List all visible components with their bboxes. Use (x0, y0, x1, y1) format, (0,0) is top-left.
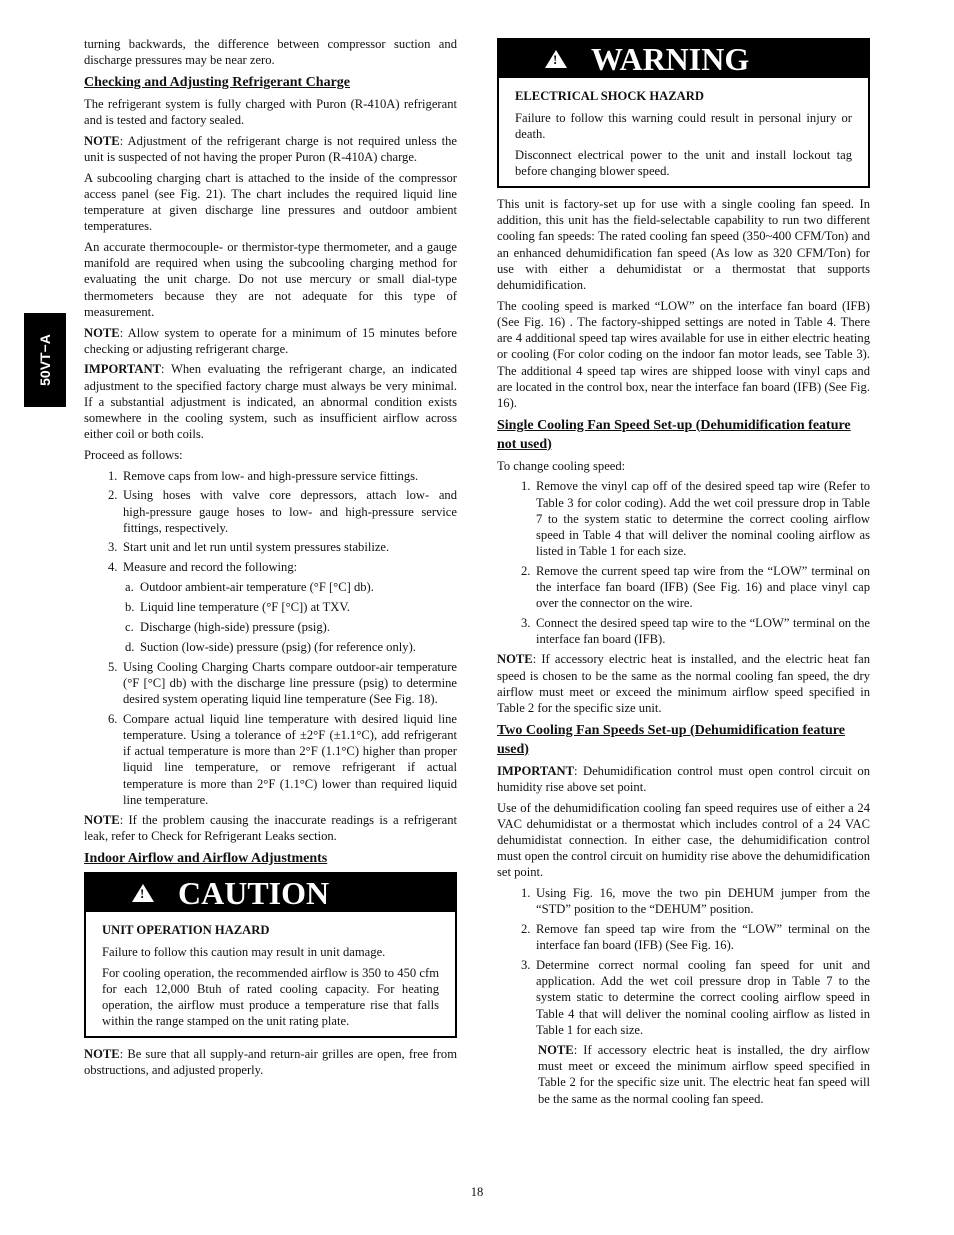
paragraph-chart: A subcooling charging chart is attached to the inside of the compressor access panel (see Fig. 21). The chart includes the required liquid line temperature at given discharge line pressures and outdoor ambient temperatures. (84, 170, 457, 234)
list-item: 4. Measure and record the following: (108, 560, 298, 575)
two-speed-steps (497, 885, 870, 1038)
list-item: b. Liquid line temperature (°F [°C]) at TXV. (125, 600, 351, 615)
note-electric-heat: NOTE: If accessory electric heat is installed, and the electric heat fan speed is chosen to be the same as the normal cooling fan speed, the dry airflow must meet or exceed the minimum airflow speed specified in Table 2 for the specific size unit. (497, 652, 870, 715)
warning-triangle-icon: ! (132, 884, 154, 902)
list-item: 3. Determine correct normal cooling fan speed for unit and application. Add the wet coil pressure drop in Table 7 to the system static to determine the correct cooling airflow speed in Table 4 that will deliver the nominal cooling airflow as listed in Table 1 for each size. (521, 957, 870, 1037)
warning-banner (499, 40, 868, 78)
list-item: 1. Remove caps from low‑ and high‑pressure service fittings. (108, 468, 419, 483)
side-tab-label: 50VT−A (36, 334, 53, 386)
list-item: d. Suction (low‑side) pressure (psig) (for reference only). (125, 639, 416, 654)
paragraph-proceed: Proceed as follows: (84, 447, 183, 462)
warning-title: WARNING (591, 41, 750, 77)
paragraph-thermometer: An accurate thermocouple‑ or thermistor‑type thermometer, and a gauge manifold are required when using the subcooling charging method for evaluating the unit charge. Do not use mercury or small dial‑type thermometers because they are not adequate for this type of measurement. (84, 240, 457, 319)
page-number: 18 (470, 1185, 484, 1199)
note-charge: NOTE: Adjustment of the refrigerant charge is not required unless the unit is suspected of not having the proper Puron (R‑410A) charge. (84, 133, 457, 165)
right-column (497, 36, 870, 1111)
paragraph-charged: The refrigerant system is fully charged with Puron (R‑410A) refrigerant and is tested and factory sealed. (84, 96, 457, 128)
note-grilles: NOTE: Be sure that all supply‑and return‑air grilles are open, free from obstructions, and adjusted properly. (84, 1047, 457, 1078)
list-item: 6. Compare actual liquid line temperature with desired liquid line temperature. Using a tolerance of ±2°F (±1.1°C), add refrigerant if actual temperature is more than 2°F (1.1°C) higher than proper liquid line temperature, or remove refrigerant if actual temperature is more than 2°F (1.1°C) lower than required liquid line temperature. (108, 711, 457, 807)
caution-hazard: UNIT OPERATION HAZARD (102, 922, 270, 937)
paragraph-low-speed: The cooling speed is marked “LOW” on the interface fan board (IFB) (See Fig. 16) . The factory‑shipped settings are noted in Table 4. There are 4 additional speed tap wires available for use in either electric heating or cooling (For color coding on the indoor fan motor leads, see Table 3). The additional 4 speed tap wires are shipped loose with vinyl caps and are located in the control box, near the interface fan board (IFB) (See Fig. 16). (497, 298, 870, 410)
caution-banner (86, 874, 455, 912)
measure-substeps (84, 579, 457, 654)
caution-title: CAUTION (178, 874, 330, 911)
list-item: 2. Remove fan speed tap wire from the “LOW” terminal on the interface fan board (IFB) (See Fig. 16). (521, 922, 870, 953)
heading-single-speed: Single Cooling Fan Speed Set‑up (Dehumidification feature not used) (497, 417, 851, 452)
list-item: 2. Remove the current speed tap wire from the “LOW” terminal on the interface fan board (IFB) (See Fig. 16) and place vinyl cap over the connector on the wire. (521, 563, 870, 611)
list-item: a. Outdoor ambient‑air temperature (°F [°C] db). (125, 580, 374, 595)
warning-text-2: Disconnect electrical power to the unit and install lockout tag before changing blower speed. (515, 148, 852, 179)
warning-triangle-icon: ! (545, 50, 567, 68)
list-item: 5. Using Cooling Charging Charts compare outdoor‑air temperature (°F [°C] db) with the discharge line pressure (psig) to determine desired system operating liquid line temperature (See Fig. 18). (108, 659, 457, 707)
list-item: 1. Remove the vinyl cap off of the desired speed tap wire (Refer to Table 3 for color coding). Add the wet coil pressure drop in Table 7 to the system static to determine the correct cooling airflow speed in Table 4 that will deliver the nominal cooling airflow as listed in Table 1 for each size. (521, 479, 870, 559)
list-item: 3. Connect the desired speed tap wire to the “LOW” terminal on the interface fan board (IFB). (521, 615, 870, 647)
heading-two-speeds: Two Cooling Fan Speeds Set‑up (Dehumidification feature used) (497, 722, 845, 757)
list-item: 1. Using Fig. 16, move the two pin DEHUM jumper from the “STD” position to the “DEHUM” position. (521, 886, 870, 917)
single-speed-steps (497, 478, 870, 647)
intro-paragraph: turning backwards, the difference between compressor suction and discharge pressures may be near zero. (84, 37, 457, 68)
note-leak: NOTE: If the problem causing the inaccurate readings is a refrigerant leak, refer to Check for Refrigerant Leaks section. (84, 813, 457, 844)
paragraph-factory-setup: This unit is factory‑set up for use with a single cooling fan speed. In addition, this unit has the field‑selectable capability to run two different cooling fan speeds: The rated cooling fan speed (350~400 CFM/Ton) and an enhanced dehumidification fan speed (As low as 320 CFM/Ton) for use with either a dehumidistat or a thermostat that supports dehumidification. (497, 197, 870, 293)
side-tab (24, 313, 66, 407)
list-item: c. Discharge (high‑side) pressure (psig). (125, 619, 331, 634)
list-item: 3. Start unit and let run until system pressures stabilize. (108, 540, 390, 555)
paragraph-dehum-use: Use of the dehumidification cooling fan speed requires use of either a 24 VAC dehumidistat or a thermostat which includes control of a 24 VAC dehumidistat connection. In either case, the dehumidification control must open the control circuit on humidity rise above the dehumidification set point. (497, 800, 870, 880)
caution-text-1: Failure to follow this caution may result in unit damage. (102, 945, 386, 960)
list-item: 2. Using hoses with valve core depressors, attach low‑ and high‑pressure gauge hoses to low‑ and high‑pressure service fittings, respectively. (108, 488, 457, 535)
charge-steps (84, 468, 457, 576)
warning-text-1: Failure to follow this warning could result in personal injury or death. (515, 111, 852, 142)
note-dry-airflow: NOTE: If accessory electric heat is installed, the dry airflow must meet or exceed the minimum airflow speed specified in Table 2 for the specific size unit. The electric heat fan speed will be the same as the normal cooling fan speed. (538, 1042, 870, 1106)
heading-refrigerant-charge: Checking and Adjusting Refrigerant Charge (84, 74, 351, 90)
warning-box (497, 38, 870, 188)
left-column (84, 36, 457, 1083)
paragraph-to-change: To change cooling speed: (497, 458, 626, 473)
caution-text-2: For cooling operation, the recommended airflow is 350 to 450 cfm for each 12,000 Btuh of rated cooling capacity. For heating operation, the airflow must produce a temperature rise that falls within the range stamped on the unit rating plate. (102, 965, 439, 1029)
note-operate: NOTE: Allow system to operate for a minimum of 15 minutes before checking or adjusting refrigerant charge. (84, 325, 457, 356)
warning-hazard: ELECTRICAL SHOCK HAZARD (515, 89, 704, 103)
caution-box (84, 872, 457, 1038)
important-dehum: IMPORTANT: Dehumidification control must open control circuit on humidity rise above set point. (497, 763, 870, 794)
heading-indoor-airflow: Indoor Airflow and Airflow Adjustments (84, 850, 328, 866)
charge-steps-continued (84, 659, 457, 808)
important-charge: IMPORTANT: When evaluating the refrigerant charge, an indicated adjustment to the specified factory charge must always be very minimal. If a substantial adjustment is indicated, an abnormal condition exists somewhere in the cooling system, such as insufficient airflow across either coil or both coils. (84, 362, 457, 442)
